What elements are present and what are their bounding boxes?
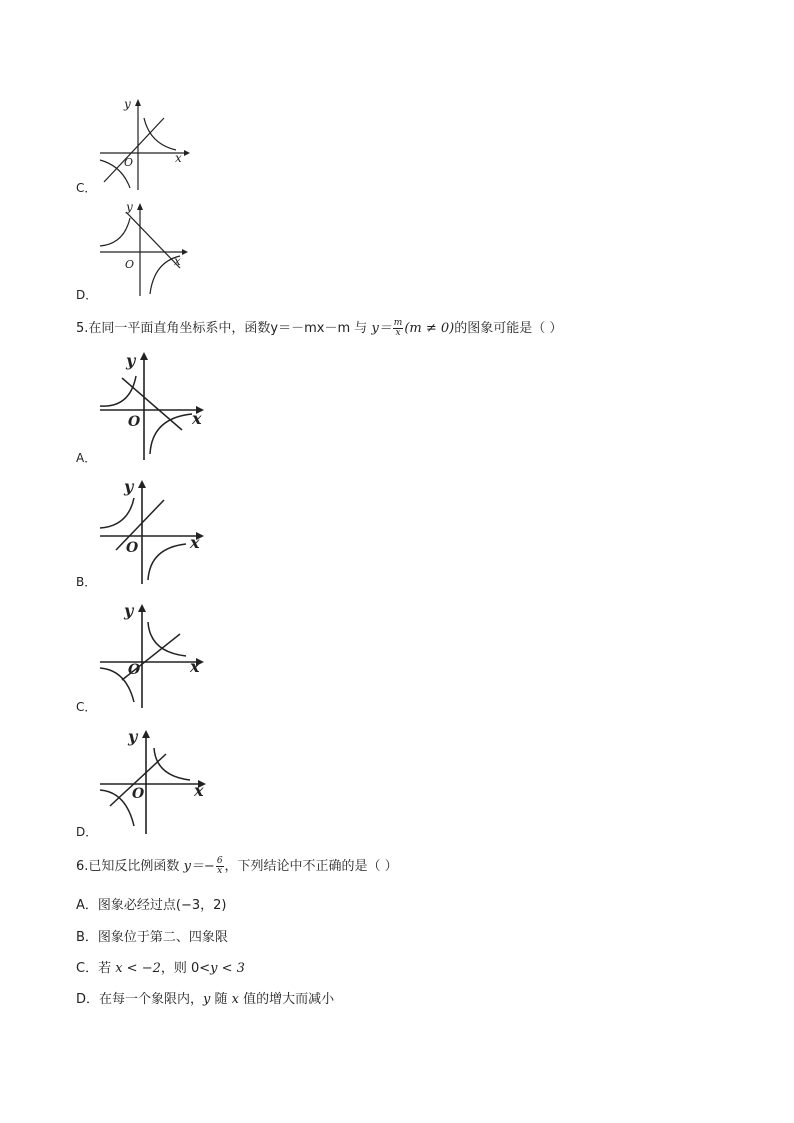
q5-func2-lhs: y＝ [371, 321, 392, 336]
q6-option-d-label: D． [76, 992, 100, 1007]
q6-option-a-label: A． [76, 898, 98, 913]
q4-d-origin-label: O [125, 258, 135, 271]
q5-option-a-label[interactable]: A． [76, 451, 97, 465]
q6-option-c-text-pre: 若 [98, 961, 116, 976]
q6-func-denominator: x [217, 866, 223, 876]
q6-number: 6. [76, 859, 89, 874]
q4-d-y-label: y [126, 200, 133, 214]
q6-option-d-math1: y [203, 992, 211, 1007]
q6-option-c[interactable] [76, 957, 245, 976]
q6-option-d-text-pre: 在每一个象限内， [99, 992, 204, 1007]
q6-option-d-math2: x [231, 992, 239, 1007]
q4-graph-c [96, 96, 196, 196]
q6-option-b-text: 图象位于第二、四象限 [97, 930, 228, 945]
q5-option-c-label[interactable]: C． [76, 700, 97, 714]
q6-option-c-math2: y < 3 [210, 961, 245, 976]
q6-option-a-text: 图象必经过点(−3，2) [97, 898, 227, 913]
q6-option-b[interactable] [76, 926, 228, 945]
q4-c-origin-label: O [124, 156, 134, 169]
q5-graph-c [96, 600, 216, 712]
q5-func2-fraction [393, 319, 404, 338]
q5-a-x-label: x [192, 409, 202, 428]
q6-func-fraction [216, 857, 224, 876]
q5-d-y-label: y [128, 727, 138, 746]
q6-option-d[interactable] [76, 988, 334, 1007]
q5-func1: y＝－mx－m [270, 321, 351, 336]
q6-option-d-text-post: 值的增大而减小 [239, 992, 335, 1007]
q4-graph-d [96, 200, 196, 300]
q5-c-x-label: x [190, 657, 200, 676]
q4-option-c-label[interactable]: C． [76, 181, 97, 195]
q4-d-x-label: x [174, 254, 181, 268]
q6-option-b-label: B． [76, 930, 98, 945]
q5-b-origin-label: O [126, 540, 139, 556]
q5-stem-part1: 在同一平面直角坐标系中，函数 [88, 321, 271, 336]
q5-a-origin-label: O [128, 414, 141, 430]
q6-option-c-math1: x < −2 [115, 961, 161, 976]
q5-c-origin-label: O [128, 662, 141, 678]
q4-c-x-label: x [175, 151, 182, 165]
q6-func-numerator: 6 [216, 856, 223, 866]
q5-stem-part2: 的图象可能是（ ） [454, 321, 563, 336]
q6-option-c-label: C． [76, 961, 99, 976]
q5-a-y-label: y [126, 351, 136, 370]
q4-c-y-label: y [124, 97, 131, 111]
q5-d-x-label: x [194, 781, 204, 800]
q5-option-d-label[interactable]: D． [76, 825, 98, 839]
q5-func2-numerator: m [393, 318, 403, 328]
q5-conj: 与 [354, 321, 368, 336]
q6-stem [76, 855, 398, 876]
q5-func2-denominator: x [395, 328, 401, 338]
q5-graph-b [96, 476, 216, 588]
q5-number: 5. [76, 321, 89, 336]
q5-graph-a [96, 348, 216, 463]
q6-option-c-text-mid: ，则 0< [160, 961, 211, 976]
q5-c-y-label: y [124, 601, 134, 620]
q6-func-lhs: y＝− [183, 859, 215, 874]
q6-stem-part1: 已知反比例函数 [88, 859, 180, 874]
q6-option-a[interactable] [76, 894, 227, 913]
q5-func2-condition: (m ≠ 0) [404, 321, 455, 336]
q5-d-origin-label: O [132, 786, 145, 802]
q5-graph-d [96, 726, 216, 838]
q5-b-y-label: y [124, 477, 134, 496]
q5-option-b-label[interactable]: B． [76, 575, 97, 589]
q5-b-x-label: x [190, 533, 200, 552]
q6-stem-part2: ，下列结论中不正确的是（ ） [224, 859, 398, 874]
q5-stem [76, 317, 562, 338]
q6-option-d-text-mid: 随 [210, 992, 232, 1007]
q4-option-d-label[interactable]: D． [76, 288, 98, 302]
